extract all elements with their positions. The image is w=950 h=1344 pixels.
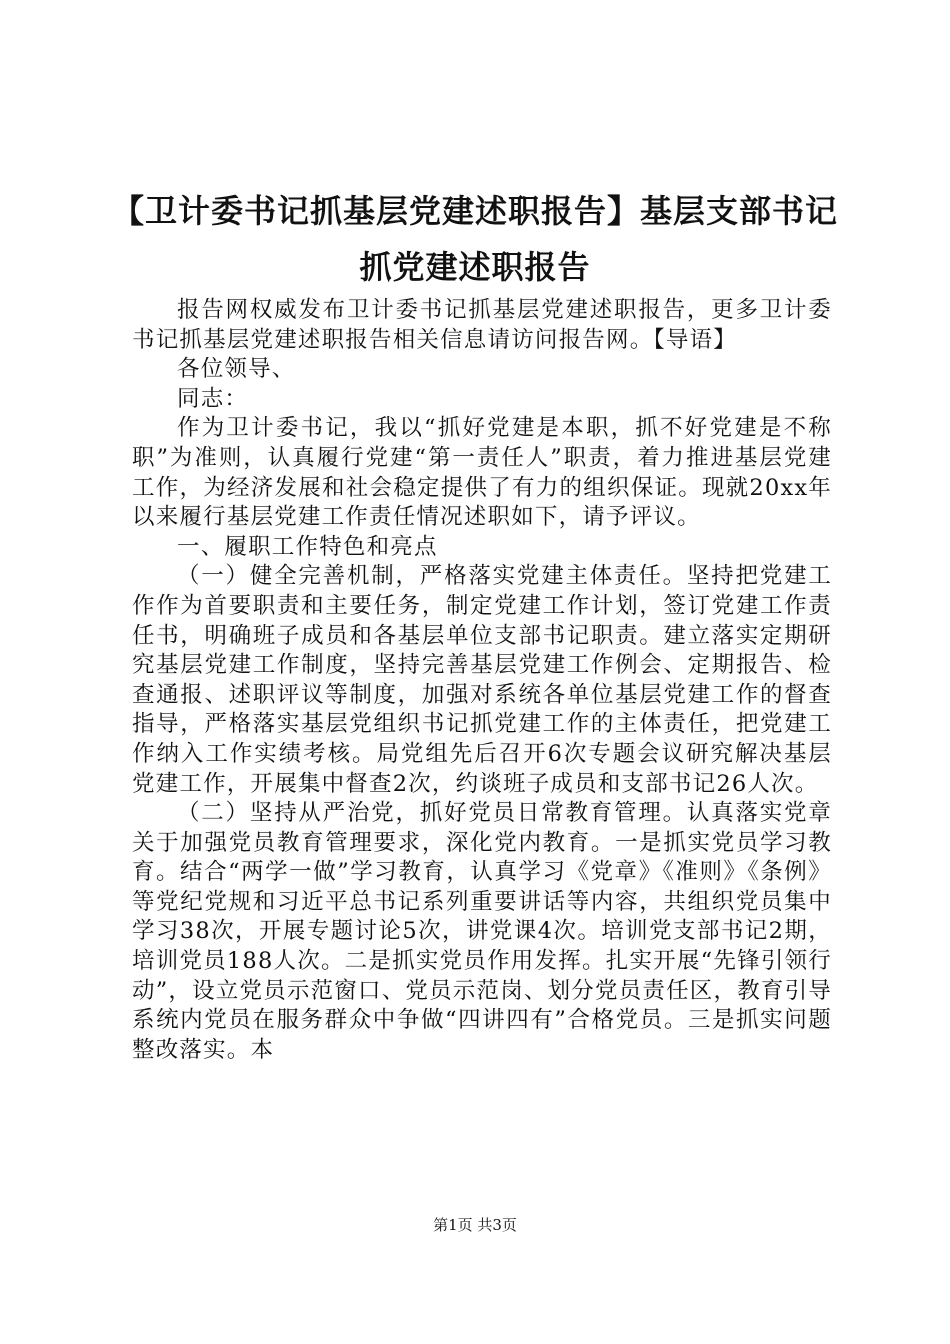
body-paragraph: （二）坚持从严治党，抓好党员日常教育管理。认真落实党章关于加强党员教育管理要求，深化党内教育。一是抓实党员学习教育。结合“两学一做”学习教育，认真学习《党章》《准则》《条例》等党纪党规和习近平总书记系列重要讲话等内容，共组织党员集中学习38次，开展专题讨论5次，讲党课4次。培训党支部书记2期，培训党员188人次。二是抓实党员作用发挥。扎实开展“先锋引领行动”，设立党员示范窗口、党员示范岗、划分党员责任区，教育引导系统内党员在服务群众中争做“四讲四有”合格党员。三是抓实问题整改落实。本 bbox=[132, 800, 833, 1063]
salutation-line: 各位领导、 bbox=[177, 356, 296, 383]
document-body bbox=[132, 296, 832, 1065]
salutation-line: 同志： bbox=[177, 385, 249, 412]
body-paragraph: （一）健全完善机制，严格落实党建主体责任。坚持把党建工作作为首要职责和主要任务，制定党建工作计划，签订党建工作责任书，明确班子成员和各基层单位支部书记职责。建立落实定期研究基层党建工作制度，坚持完善基层党建工作例会、定期报告、检查通报、述职评议等制度，加强对系统各单位基层党建工作的督查指导，严格落实基层党组织书记抓党建工作的主体责任，把党建工作纳入工作实绩考核。局党组先后召开6次专题会议研究解决基层党建工作，开展集中督查2次，约谈班子成员和支部书记26人次。 bbox=[132, 563, 832, 797]
body-paragraph: 作为卫计委书记，我以“抓好党建是本职，抓不好党建是不称职”为准则，认真履行党建“第一责任人”职责，着力推进基层党建工作，为经济发展和社会稳定提供了有力的组织保证。现就20xx年以来履行基层党建工作责任情况述职如下，请予评议。 bbox=[132, 415, 832, 531]
intro-paragraph: 报告网权威发布卫计委书记抓基层党建述职报告，更多卫计委书记抓基层党建述职报告相关信息请访问报告网。【导语】 bbox=[132, 297, 832, 353]
document-title: 【卫计委书记抓基层党建述职报告】基层支部书记抓党建述职报告 bbox=[111, 192, 838, 286]
page-number: 第1页 共3页 bbox=[433, 1216, 517, 1234]
section-heading: 一、履职工作特色和亮点 bbox=[177, 533, 438, 560]
